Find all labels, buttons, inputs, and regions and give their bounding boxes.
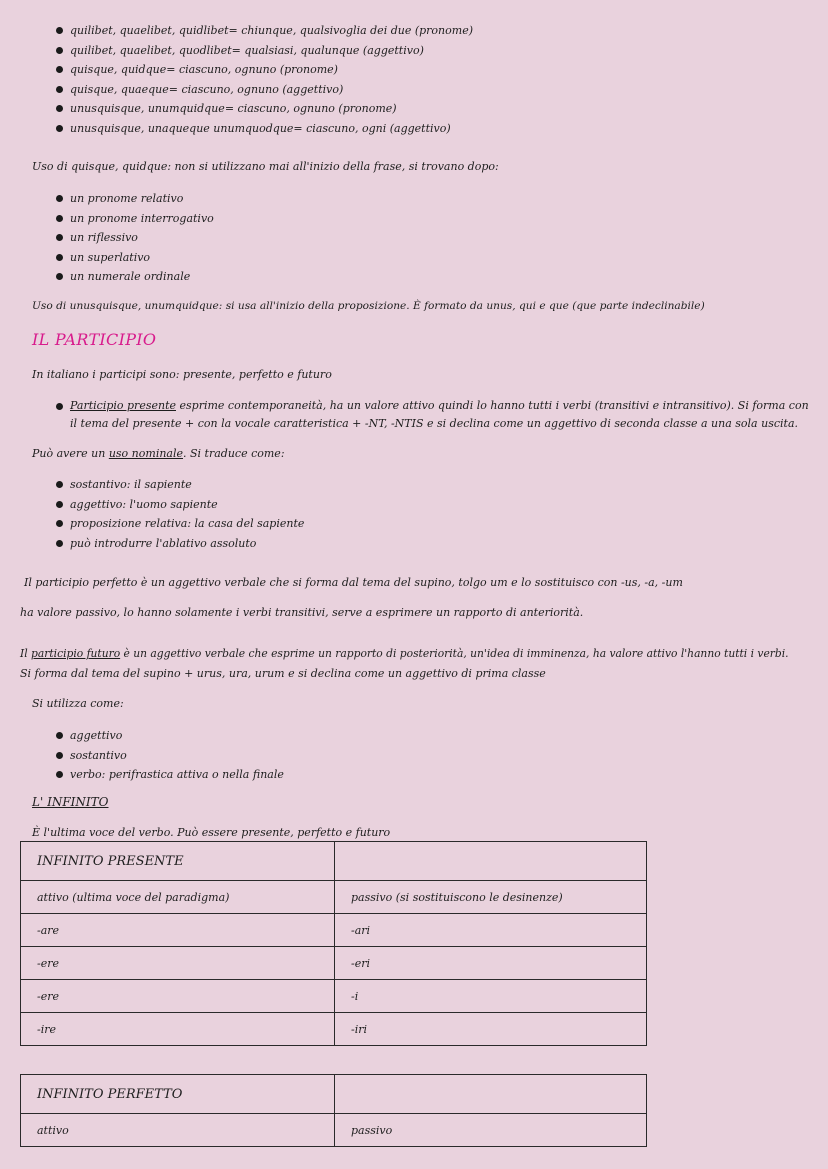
table-cell: -ire	[21, 1013, 335, 1046]
list-item: aggettivo: l'uomo sapiente	[56, 495, 304, 515]
table-cell: -are	[21, 914, 335, 947]
table-row	[21, 914, 647, 947]
list-item: proposizione relativa: la casa del sapiente	[56, 514, 304, 534]
table-row	[21, 1114, 647, 1147]
table-col-header: passivo (si sostituiscono le desinenze)	[335, 881, 647, 914]
futuro-line-2: Si forma dal tema del supino + urus, ura, urum e si declina come un aggettivo di prima classe	[20, 667, 546, 680]
table-row	[21, 980, 647, 1013]
participio-presente-block	[56, 397, 812, 433]
pronoun-list	[56, 21, 473, 139]
infinito-heading: L' INFINITO	[32, 795, 109, 809]
futuro-text: è un aggettivo verbale che esprime un rapporto di posteriorità, un'idea di imminenza, ha valore attivo l'hanno tutti i verbi.	[123, 647, 789, 660]
nominale-term: uso nominale	[108, 447, 184, 460]
table-cell	[335, 842, 647, 881]
quisque-list	[56, 189, 214, 287]
nominale-line	[32, 447, 285, 460]
unusquisque-usage: Uso di unusquisque, unumquidque: si usa all'inizio della proposizione. È formato da unus, qui e que (que parte indeclinabile)	[32, 300, 705, 312]
futuro-uses-intro: Si utilizza come:	[32, 697, 124, 710]
infinito-perfetto-table	[20, 1074, 647, 1147]
quisque-usage: Uso di quisque, quidque: non si utilizzano mai all'inizio della frase, si trovano dopo:	[32, 160, 499, 173]
list-item: unusquisque, unaqueque unumquodque= ciascuno, ogni (aggettivo)	[56, 119, 473, 139]
participio-presente-text: esprime contemporaneità, ha un valore attivo quindi lo hanno tutti i verbi (transitivi e intransitivo). Si forma con il tema del presente + con la vocale caratteristica + -NT, -NTIS e si declina come un aggettivo di seconda classe a una sola uscita.	[70, 399, 809, 430]
table-col-header: attivo	[21, 1114, 335, 1147]
table-row	[21, 881, 647, 914]
table-cell: -eri	[335, 947, 647, 980]
perfetto-line-1: Il participio perfetto è un aggettivo verbale che si forma dal tema del supino, tolgo um e lo sostituisco con -us, -a, -um	[24, 576, 683, 589]
table-row	[21, 1013, 647, 1046]
table-title: INFINITO PERFETTO	[21, 1075, 335, 1114]
list-item: quisque, quaeque= ciascuno, ognuno (aggettivo)	[56, 80, 473, 100]
infinito-presente-table	[20, 841, 647, 1046]
nominale-list	[56, 475, 304, 553]
table-title: INFINITO PRESENTE	[21, 842, 335, 881]
table-col-header: attivo (ultima voce del paradigma)	[21, 881, 335, 914]
futuro-pre: Il	[20, 647, 28, 660]
table-cell: -ere	[21, 947, 335, 980]
table-cell: -ere	[21, 980, 335, 1013]
list-item: quilibet, quaelibet, quodlibet= qualsiasi, qualunque (aggettivo)	[56, 41, 473, 61]
infinito-intro: È l'ultima voce del verbo. Può essere presente, perfetto e futuro	[32, 826, 391, 839]
participio-intro: In italiano i participi sono: presente, perfetto e futuro	[32, 368, 332, 381]
nominale-post: . Si traduce come:	[183, 447, 285, 460]
list-item: quisque, quidque= ciascuno, ognuno (pronome)	[56, 60, 473, 80]
list-item: quilibet, quaelibet, quidlibet= chiunque, qualsivoglia dei due (pronome)	[56, 21, 473, 41]
table-cell	[335, 1075, 647, 1114]
list-item: può introdurre l'ablativo assoluto	[56, 534, 304, 554]
table-cell: -i	[335, 980, 647, 1013]
list-item: un numerale ordinale	[56, 267, 214, 287]
table-cell: -iri	[335, 1013, 647, 1046]
list-item: sostantivo: il sapiente	[56, 475, 304, 495]
futuro-line-1	[20, 647, 789, 660]
futuro-term: participio futuro	[31, 647, 121, 660]
table-col-header: passivo	[335, 1114, 647, 1147]
list-item: sostantivo	[56, 746, 284, 766]
table-cell: -ari	[335, 914, 647, 947]
participio-presente-term: Participio presente	[70, 399, 176, 412]
futuro-uses-list	[56, 726, 284, 785]
participio-heading: IL PARTICIPIO	[32, 330, 157, 349]
bullet-dot	[56, 403, 63, 410]
list-item: un pronome interrogativo	[56, 209, 214, 229]
list-item: aggettivo	[56, 726, 284, 746]
table-row	[21, 842, 647, 881]
list-item: unusquisque, unumquidque= ciascuno, ognuno (pronome)	[56, 99, 473, 119]
list-item: un pronome relativo	[56, 189, 214, 209]
perfetto-line-2: ha valore passivo, lo hanno solamente i verbi transitivi, serve a esprimere un rapporto di anteriorità.	[20, 606, 584, 619]
nominale-pre: Può avere un	[32, 447, 106, 460]
table-row	[21, 1075, 647, 1114]
list-item: un superlativo	[56, 248, 214, 268]
list-item: un riflessivo	[56, 228, 214, 248]
list-item: verbo: perifrastica attiva o nella finale	[56, 765, 284, 785]
table-row	[21, 947, 647, 980]
